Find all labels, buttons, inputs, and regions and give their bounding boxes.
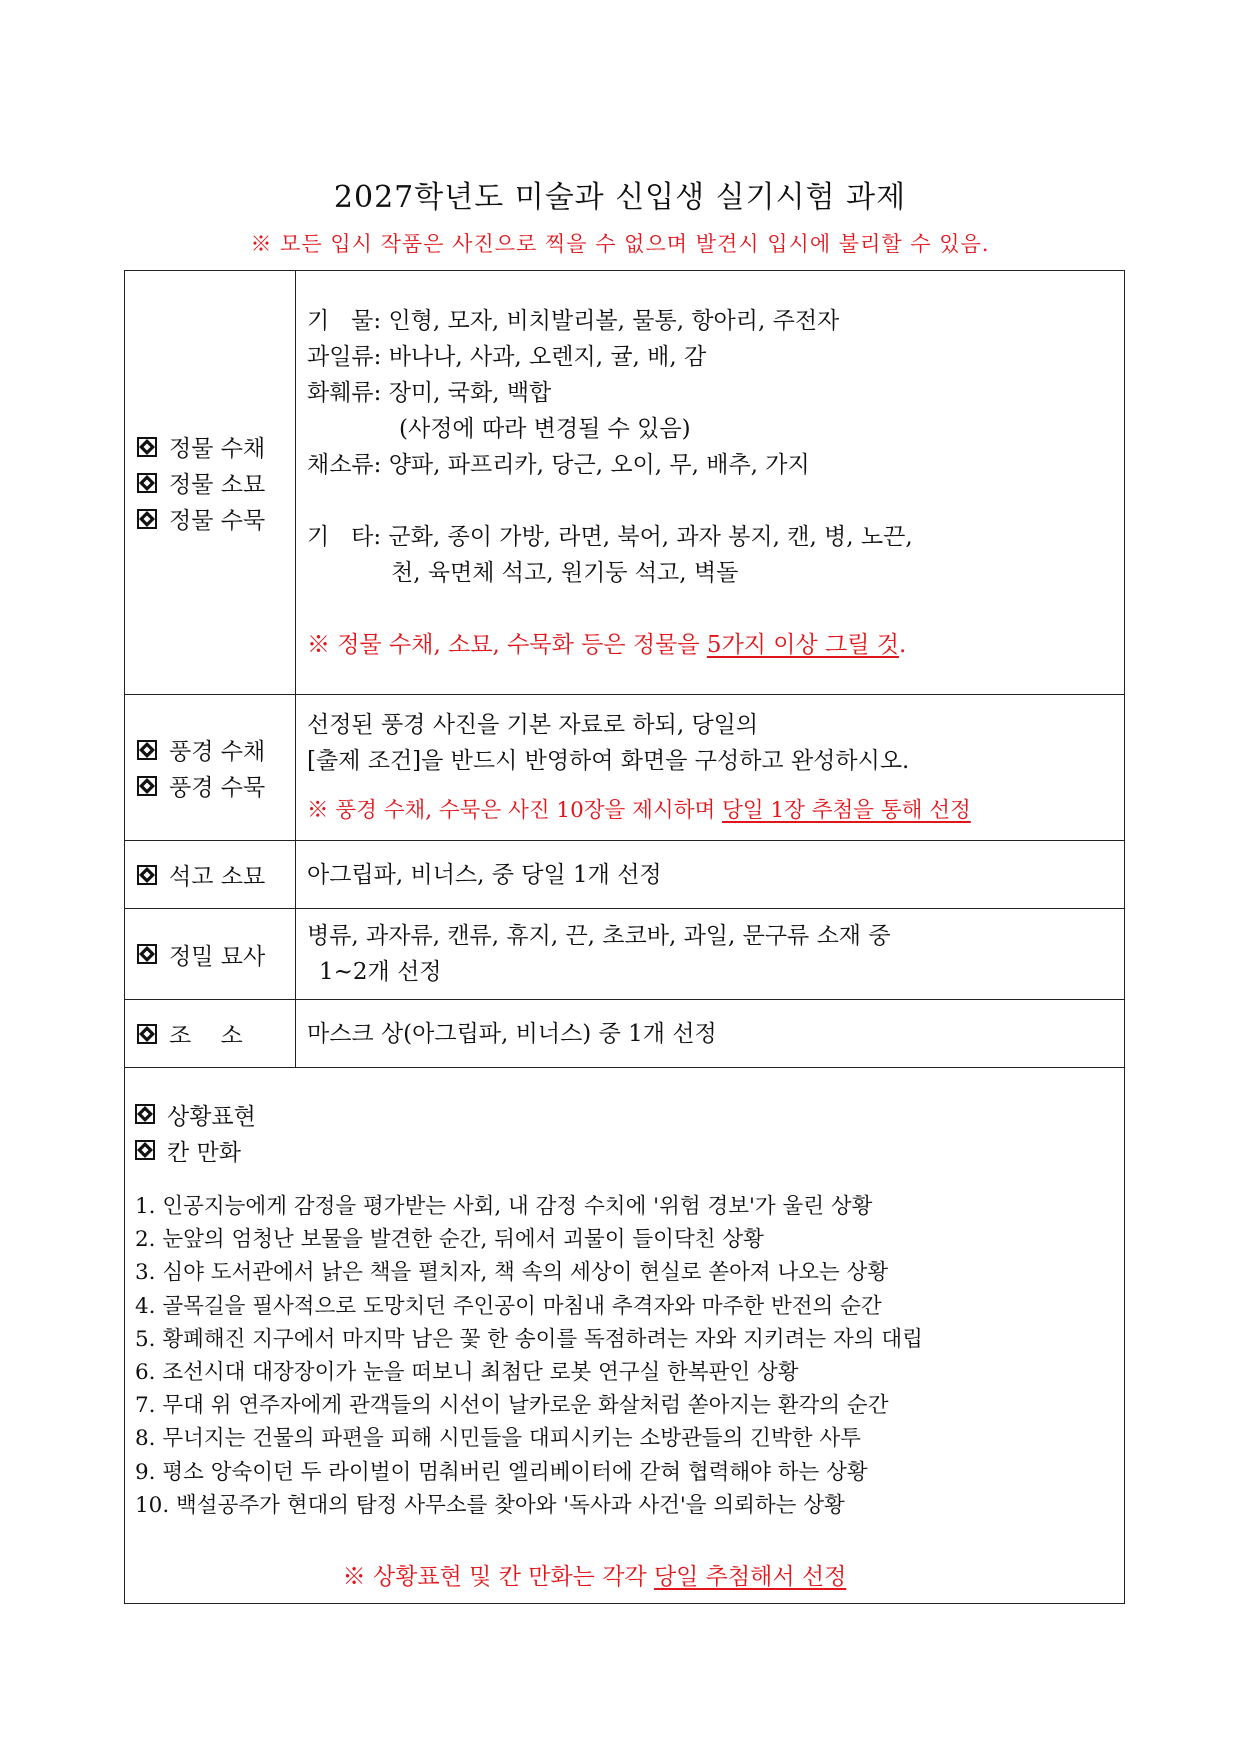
objects-value: 인형, 모자, 비치발리볼, 물통, 항아리, 주전자 bbox=[388, 307, 840, 334]
category-label: 상황표현 bbox=[167, 1103, 256, 1130]
note-text: ※ 풍경 수채, 수묵은 사진 10장을 제시하며 bbox=[307, 797, 723, 823]
precision-line-1: 병류, 과자류, 캔류, 휴지, 끈, 초코바, 과일, 문구류 소재 중 bbox=[307, 923, 891, 949]
note-text: ※ 정물 수채, 소묘, 수묵화 등은 정물을 bbox=[307, 631, 707, 658]
category-comics bbox=[135, 1132, 1124, 1168]
photo-notice: ※ 모든 입시 작품은 사진으로 찍을 수 없으며 발견시 입시에 불리할 수 있음. bbox=[250, 232, 990, 256]
category-situation bbox=[135, 1096, 1124, 1132]
list-item: 8. 무너지는 건물의 파편을 피해 시민들을 대피시키는 소방관들의 긴박한 사투 bbox=[135, 1426, 861, 1452]
landscape-line-2: [출제 조건]을 반드시 반영하여 화면을 구성하고 완성하시오. bbox=[307, 747, 910, 774]
still-life-note bbox=[307, 627, 1118, 663]
list-item: 7. 무대 위 연주자에게 관객들의 시선이 날카로운 화살처럼 쏟아지는 환각의 순간 bbox=[135, 1393, 889, 1419]
category-land-ink bbox=[137, 768, 295, 804]
row-sculpture bbox=[125, 1000, 1125, 1068]
category-label: 풍경 수묵 bbox=[169, 775, 266, 801]
note-emphasis: 당일 추첨해서 선정 bbox=[653, 1563, 847, 1590]
content-cell-still-life bbox=[296, 271, 1125, 695]
diamond-box-icon bbox=[135, 1104, 155, 1124]
category-still-drawing bbox=[137, 465, 295, 501]
exam-task-table bbox=[124, 270, 1125, 1604]
page-title: 2027학년도 미술과 신입생 실기시험 과제 bbox=[333, 180, 907, 215]
category-still-ink bbox=[137, 501, 295, 537]
sculpture-content: 마스크 상(아그립파, 비너스) 중 1개 선정 bbox=[307, 1020, 717, 1047]
plaster-content: 아그립파, 비너스, 중 당일 1개 선정 bbox=[307, 861, 662, 888]
diamond-box-icon bbox=[137, 473, 157, 493]
note-emphasis: 당일 1장 추첨을 통해 선정 bbox=[722, 797, 971, 823]
list-item: 6. 조선시대 대장장이가 눈을 떠보니 최첨단 로봇 연구실 한복판인 상황 bbox=[135, 1360, 799, 1385]
fruit-line bbox=[307, 339, 1118, 375]
list-item: 3. 심야 도서관에서 낡은 책을 펼치자, 책 속의 세상이 현실로 쏟아져 나오는 상황 bbox=[135, 1260, 889, 1286]
category-still-watercolor bbox=[137, 429, 295, 465]
diamond-box-icon bbox=[137, 437, 157, 457]
fruit-value: 바나나, 사과, 오렌지, 귤, 배, 감 bbox=[388, 343, 707, 370]
situation-note bbox=[135, 1558, 1124, 1591]
diamond-box-icon bbox=[137, 1024, 157, 1044]
list-item: 1. 인공지능에게 감정을 평가받는 사회, 내 감정 수치에 '위험 경보'가 울린 상황 bbox=[135, 1194, 873, 1220]
etc-line bbox=[307, 519, 1118, 555]
row-situation-comics bbox=[125, 1068, 1125, 1604]
category-land-watercolor bbox=[137, 732, 295, 768]
row-precision-drawing bbox=[125, 909, 1125, 1000]
category-cell-landscape bbox=[125, 695, 296, 841]
note-emphasis: 5가지 이상 그릴 것 bbox=[706, 631, 899, 658]
fruit-label: 과일류: bbox=[307, 343, 382, 370]
category-label: 조 소 bbox=[169, 1023, 243, 1049]
category-label: 정물 소묘 bbox=[169, 472, 266, 498]
veg-value: 양파, 파프리카, 당근, 오이, 무, 배추, 가지 bbox=[388, 451, 810, 478]
note-text: ※ 상황표현 및 칸 만화는 각각 bbox=[342, 1563, 654, 1590]
diamond-box-icon bbox=[137, 509, 157, 529]
category-plaster bbox=[137, 857, 295, 893]
diamond-box-icon bbox=[137, 740, 157, 760]
diamond-box-icon bbox=[135, 1140, 155, 1160]
category-label: 정물 수채 bbox=[169, 436, 266, 462]
content-cell-landscape bbox=[296, 695, 1125, 841]
flower-value: 장미, 국화, 백합 bbox=[388, 379, 552, 406]
landscape-note bbox=[307, 793, 1118, 829]
diamond-box-icon bbox=[137, 944, 157, 964]
flower-line bbox=[307, 375, 1118, 411]
list-item: 10. 백설공주가 현대의 탐정 사무소를 찾아와 '독사과 사건'을 의뢰하는 상황 bbox=[135, 1492, 845, 1518]
etc-value-1: 군화, 종이 가방, 라면, 북어, 과자 봉지, 캔, 병, 노끈, bbox=[388, 523, 913, 550]
category-cell-precision bbox=[125, 909, 296, 1000]
category-label: 정물 수묵 bbox=[169, 508, 266, 534]
veg-line bbox=[307, 447, 1118, 483]
topic-list bbox=[135, 1190, 1124, 1522]
content-cell-plaster bbox=[296, 841, 1125, 909]
content-cell-precision bbox=[296, 909, 1125, 1000]
row-plaster-drawing bbox=[125, 841, 1125, 909]
category-cell-still-life bbox=[125, 271, 296, 695]
veg-label: 채소류: bbox=[307, 451, 382, 478]
note-end: . bbox=[898, 631, 907, 658]
category-label: 정밀 묘사 bbox=[169, 943, 266, 970]
list-item: 9. 평소 앙숙이던 두 라이벌이 멈춰버린 엘리베이터에 갇혀 협력해야 하는 상황 bbox=[135, 1459, 868, 1485]
situation-cell bbox=[125, 1068, 1125, 1604]
landscape-line-1: 선정된 풍경 사진을 기본 자료로 하되, 당일의 bbox=[307, 711, 759, 738]
category-label: 석고 소묘 bbox=[169, 864, 266, 890]
list-item: 2. 눈앞의 엄청난 보물을 발견한 순간, 뒤에서 괴물이 들이닥친 상황 bbox=[135, 1227, 764, 1253]
etc-value-2: 천, 육면체 석고, 원기둥 석고, 벽돌 bbox=[391, 559, 739, 586]
row-landscape bbox=[125, 695, 1125, 841]
flower-label: 화훼류: bbox=[307, 379, 382, 406]
content-cell-sculpture bbox=[296, 1000, 1125, 1068]
precision-line-2: 1~2개 선정 bbox=[319, 959, 442, 985]
category-cell-plaster bbox=[125, 841, 296, 909]
objects-line bbox=[307, 303, 1118, 339]
category-cell-sculpture bbox=[125, 1000, 296, 1068]
objects-label: 기 물: bbox=[307, 307, 382, 334]
etc-label: 기 타: bbox=[307, 523, 382, 550]
row-still-life bbox=[125, 271, 1125, 695]
category-label: 풍경 수채 bbox=[169, 739, 266, 765]
diamond-box-icon bbox=[137, 776, 157, 796]
list-item: 4. 골목길을 필사적으로 도망치던 주인공이 마침내 추격자와 마주한 반전의 순간 bbox=[135, 1293, 882, 1319]
diamond-box-icon bbox=[137, 865, 157, 885]
flower-note: (사정에 따라 변경될 수 있음) bbox=[399, 415, 691, 442]
category-label: 칸 만화 bbox=[167, 1139, 241, 1166]
list-item: 5. 황폐해진 지구에서 마지막 남은 꽃 한 송이를 독점하려는 자와 지키려는 자의 대립 bbox=[135, 1326, 923, 1352]
category-sculpture bbox=[137, 1016, 295, 1052]
category-precision bbox=[137, 936, 295, 972]
